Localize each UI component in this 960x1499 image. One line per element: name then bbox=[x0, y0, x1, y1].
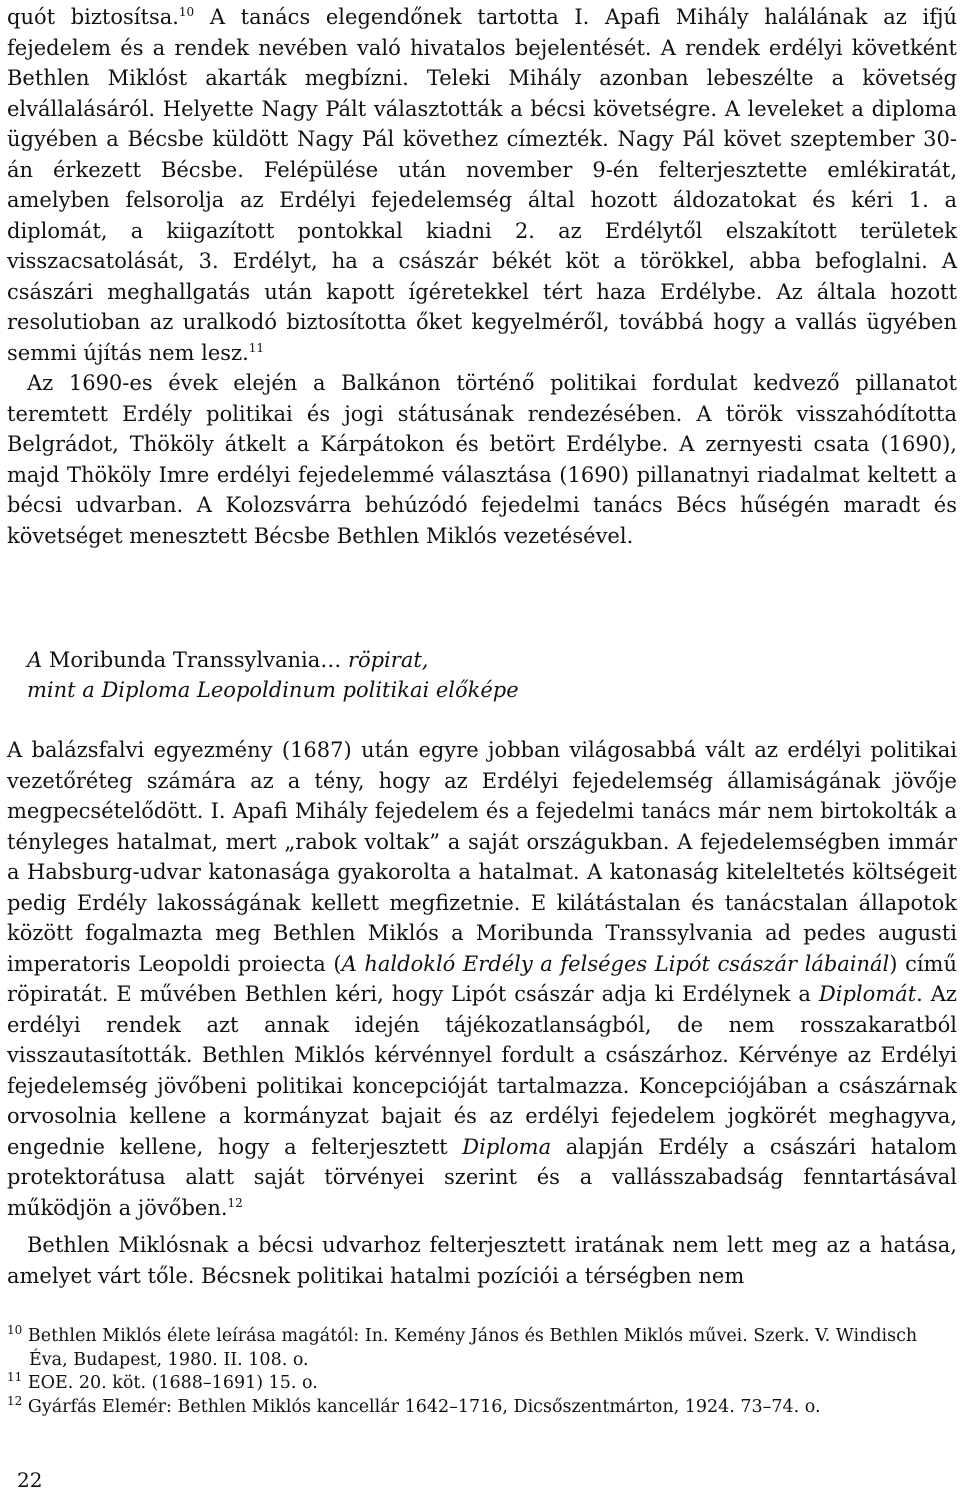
footnote-number: 11 bbox=[7, 1370, 23, 1385]
footnote-ref-10: 10 bbox=[178, 5, 195, 19]
footnote-number: 12 bbox=[7, 1393, 23, 1408]
footnote-10 bbox=[7, 1325, 957, 1372]
body-paragraph-3 bbox=[7, 735, 957, 1223]
heading-line-2: mint a Diploma Leopoldinum politikai előképe bbox=[27, 678, 519, 702]
section-heading bbox=[27, 645, 519, 705]
body-paragraph-2: Az 1690-es évek elején a Balkánon történő politikai fordulat kedvező pillanatot teremtett Erdély politikai és jogi státusának rendezésében. A török visszahódította Belgrádot, Thököly átkelt a Kárpátokon és betört Erdélybe. A zernyesti csata (1690), majd Thököly Imre erdélyi fejedelemmé választása (1690) pillanatnyi riadalmat keltett a bécsi udvarban. A Kolozsvárra behúzódó fejedelmi tanács Bécs hűségén maradt és követséget menesztett Bécsbe Bethlen Miklós vezetésével. bbox=[7, 371, 957, 548]
footnote-text: Gyárfás Elemér: Bethlen Miklós kancellár 1642–1716, Dicsőszentmárton, 1924. 73–74. o. bbox=[27, 1396, 821, 1417]
footnote-number: 10 bbox=[7, 1323, 23, 1338]
footnote-text: Bethlen Miklós élete leírása magától: In. Kemény János és Bethlen Miklós művei. Szerk. V. Windisch Éva, Budapest, 1980. II. 108. o. bbox=[27, 1326, 918, 1370]
footnotes bbox=[7, 1325, 957, 1419]
text-run-italic: Diplomát bbox=[818, 982, 917, 1006]
text-run: ) című röpiratát. E művében Bethlen kéri, hogy Lipót császár adja ki Erdélynek a bbox=[7, 951, 957, 1006]
heading-text-italic: A bbox=[27, 648, 43, 672]
text-run: quót biztosítsa. bbox=[7, 5, 179, 29]
heading-text: Moribunda Transsylvania… bbox=[42, 648, 348, 672]
footnote-11 bbox=[7, 1372, 957, 1396]
page-number: 22 bbox=[17, 1468, 43, 1492]
text-run: . Az erdélyi rendek azt annak idején tájékozatlanságból, de nem rosszakaratból visszautasították. Bethlen Miklós kérvénnyel fordult a császárhoz. Kérvénye az Erdélyi fejedelemség jövőbeni politikai koncepcióját tartalmazza. Koncepciójában a császárnak orvosolnia kellene a kormányzat bajait és az erdélyi fejedelem jogkörét meghagyva, engednie kellene, hogy a felterjesztett bbox=[7, 982, 957, 1159]
text-run: alapján Erdély a császári hatalom protektorátusa alatt saját törvényei szerint és a vallásszabadság fenntartásával működjön a jövőben. bbox=[7, 1134, 958, 1220]
body-paragraph-1 bbox=[7, 2, 957, 368]
text-run: A balázsfalvi egyezmény (1687) után egyre jobban világosabbá vált az erdélyi politikai vezetőréteg számára az a tény, hogy az Erdélyi fejedelemség államiságának jövője megpecsételődött. I. Apafi Mihály fejedelem és a fejedelmi tanács már nem birtokolták a tényleges hatalmat, mert „rabok voltak” a saját országukban. A fejedelemségben immár a Habsburg-udvar katonasága gyakorolta a hatalmat. A katonaság kiteleltetés költségeit pedig Erdély lakosságának kellett megfizetnie. E kilátástalan és tanácstalan állapotok között fogalmazta meg Bethlen Miklós a Moribunda Transsylvania ad pedes augusti imperatoris Leopoldi proiecta ( bbox=[7, 738, 957, 976]
body-paragraph-4: Bethlen Miklósnak a bécsi udvarhoz felterjesztett iratának nem lett meg az a hatása, amelyet várt tőle. Bécsnek politikai hatalmi pozíciói a térségben nem bbox=[7, 1233, 957, 1288]
text-run-italic: Diploma bbox=[462, 1134, 552, 1159]
footnote-12 bbox=[7, 1393, 957, 1420]
heading-text-italic: röpirat, bbox=[347, 648, 429, 672]
text-run-italic: A haldokló Erdély a felséges Lipót császár lábainál bbox=[341, 951, 890, 976]
footnote-text: EOE. 20. köt. (1688–1691) 15. o. bbox=[27, 1373, 318, 1393]
footnote-ref-12: 12 bbox=[227, 1195, 243, 1210]
heading-line-1 bbox=[27, 645, 519, 675]
footnote-ref-11: 11 bbox=[248, 340, 265, 355]
text-run: A tanács elegendőnek tartotta I. Apafi Mihály halálának az ifjú fejedelem és a rendek nevében való hivatalos bejelentését. A rendek erdélyi követként Bethlen Miklóst akarták megbízni. Teleki Mihály azonban lebeszélte a követség elvállalásáról. Helyette Nagy Pált választották a bécsi követségre. A leveleket a diploma ügyében a Bécsbe küldött Nagy Pál követhez címezték. Nagy Pál követ szeptember 30-án érkezett Bécsbe. Felépülése után november 9-én felterjesztette emlékiratát, amelyben felsorolja az Erdélyi fejedelemség által hozott áldozatokat és kéri 1. a diplomát, a kiigazított pontokkal kiadni 2. az Erdélytől elszakított területek visszacsatolását, 3. Erdélyt, ha a császár békét köt a törökkel, abba befoglalni. A császári meghallgatás után kapott ígéretekkel tért haza Erdélybe. Az általa hozott resolutioban az uralkodó biztosította őket kegyelméről, továbbá hogy a vallás ügyében semmi újítás nem lesz. bbox=[7, 5, 958, 365]
